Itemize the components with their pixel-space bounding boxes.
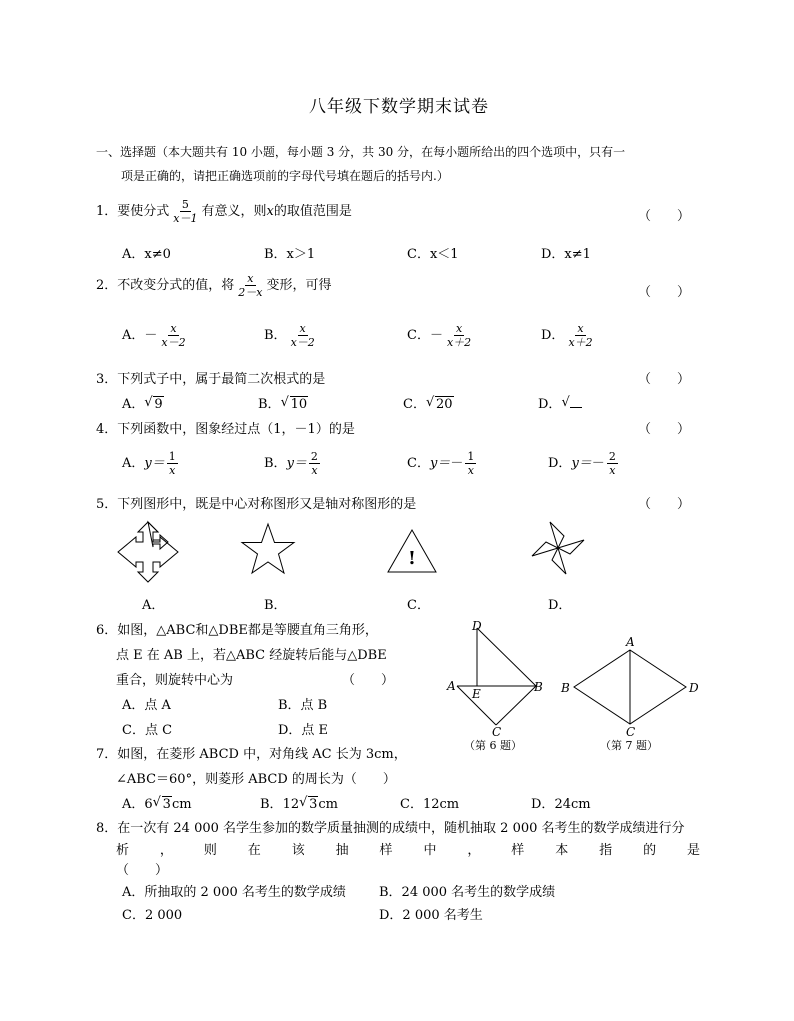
four-arrow-cross-icon[interactable]	[116, 520, 180, 584]
fraction: $\frac{x}{2-x}$	[238, 272, 263, 299]
question-3: 3．下列式子中，属于最简二次根式的是	[96, 372, 326, 387]
q2-option-d[interactable]: D． $\frac{x}{x+2}$	[541, 322, 593, 349]
label-b: B	[534, 680, 543, 694]
q1-option-d[interactable]: D．x≠1	[541, 247, 591, 262]
question-2: 2．不改变分式的值，将 $\frac{x}{2-x}$ 变形，可得	[96, 272, 332, 299]
q6-option-d[interactable]: D．点 E	[278, 723, 329, 738]
q3-option-a[interactable]: A．√ 9	[122, 393, 164, 412]
answer-bracket-4[interactable]: （ ）	[638, 422, 691, 437]
question-7-line1: 7．如图，在菱形 ABCD 中，对角线 AC 长为 3cm，	[96, 747, 407, 762]
q6-option-b[interactable]: B．点 B	[278, 698, 328, 713]
label-c: C	[626, 725, 636, 739]
q2-option-a[interactable]: A．－ $\frac{x}{x-2}$	[122, 322, 186, 349]
question-6-line2: 点 E 在 AB 上，若△ABC 经旋转后能与△DBE	[116, 648, 387, 663]
question-7-line2: ∠ABC＝60°，则菱形 ABCD 的周长为（ ）	[116, 772, 396, 787]
q2-option-c[interactable]: C．－ $\frac{x}{x+2}$	[407, 322, 472, 349]
question-1: 1．要使分式 $\frac{5}{x-1}$ 有意义，则x的取值范围是	[96, 198, 352, 225]
q2-option-b[interactable]: B． $\frac{x}{x-2}$	[264, 322, 315, 349]
answer-bracket-5[interactable]: （ ）	[638, 497, 691, 512]
q6-option-c[interactable]: C．点 C	[122, 723, 173, 738]
label-b: B	[561, 681, 570, 695]
warning-triangle-icon[interactable]	[386, 528, 438, 574]
question-6-line3: 重合，则旋转中心为	[116, 673, 234, 688]
q3-option-b[interactable]: B．√ 10	[258, 393, 308, 412]
q7-option-b[interactable]: B．12√ 3cm	[260, 793, 338, 812]
q5-option-d[interactable]: D．	[548, 598, 572, 613]
q4-option-c[interactable]: C．y＝－ $\frac{1}{x}$	[407, 450, 475, 477]
answer-bracket-6[interactable]: （ ）	[342, 673, 395, 688]
figure-q7	[556, 630, 706, 752]
question-8-line2: 析 ， 则 在 该 抽 样 中 ， 样 本 指 的 是	[116, 843, 700, 858]
answer-bracket-3[interactable]: （ ）	[638, 372, 691, 387]
fraction: $\frac{5}{x-1}$	[173, 198, 198, 225]
q1-option-b[interactable]: B．x＞1	[264, 247, 316, 262]
q3-option-c[interactable]: C．√ 20	[403, 393, 454, 412]
q3-option-d[interactable]: D．√	[538, 393, 582, 412]
label-d: D	[689, 681, 699, 695]
answer-bracket-1[interactable]: （ ）	[638, 209, 691, 224]
q8-option-a[interactable]: A．所抽取的 2 000 名考生的数学成绩	[122, 885, 346, 900]
figure-7-caption: （第 7 题）	[600, 739, 658, 752]
question-8-line1: 8．在一次有 24 000 名学生参加的数学质量抽测的成绩中，随机抽取 2 000 名考生的数学成绩进行分	[96, 821, 685, 836]
label-c: C	[492, 725, 502, 739]
question-5: 5．下列图形中，既是中心对称图形又是轴对称图形的是	[96, 497, 417, 512]
label-d: D	[472, 619, 482, 633]
pinwheel-icon[interactable]	[528, 518, 588, 578]
figure-q6	[440, 618, 550, 750]
warning-exclamation: !	[408, 548, 416, 569]
figure-6-caption: （第 6 题）	[464, 739, 522, 752]
q8-option-b[interactable]: B．24 000 名考生的数学成绩	[379, 885, 556, 900]
five-point-star-icon[interactable]	[240, 522, 296, 576]
q4-option-d[interactable]: D．y＝－ $\frac{2}{x}$	[548, 450, 616, 477]
section-instructions-line1: 一、选择题（本大题共有 10 小题，每小题 3 分，共 30 分，在每小题所给出的四个选项中，只有一	[96, 145, 626, 159]
answer-bracket-8[interactable]: （ ）	[116, 863, 169, 878]
answer-bracket-2[interactable]: （ ）	[638, 285, 691, 300]
q1-option-c[interactable]: C．x＜1	[407, 247, 459, 262]
label-a: A	[447, 679, 456, 693]
q7-option-d[interactable]: D．24cm	[531, 797, 591, 812]
q1-option-a[interactable]: A．x≠0	[122, 247, 171, 262]
question-4: 4．下列函数中，图象经过点（1，－1）的是	[96, 422, 355, 437]
q5-option-a[interactable]: A．	[142, 598, 165, 613]
page-title: 八年级下数学期末试卷	[309, 97, 489, 117]
q5-option-b[interactable]: B．	[264, 598, 287, 613]
q6-option-a[interactable]: A．点 A	[122, 698, 171, 713]
q4-option-a[interactable]: A．y＝ $\frac{1}{x}$	[122, 450, 176, 477]
q8-option-d[interactable]: D．2 000 名考生	[379, 908, 483, 923]
q8-option-c[interactable]: C．2 000	[122, 908, 183, 923]
q4-option-b[interactable]: B．y＝ $\frac{2}{x}$	[264, 450, 318, 477]
question-6-line1: 6．如图，△ABC和△DBE都是等腰直角三角形，	[96, 623, 378, 638]
section-instructions-line2: 项是正确的，请把正确选项前的字母代号填在题后的括号内.）	[121, 169, 449, 183]
label-e: E	[472, 687, 481, 701]
q7-option-c[interactable]: C．12cm	[400, 797, 460, 812]
label-a: A	[626, 635, 635, 649]
q5-option-c[interactable]: C．	[407, 598, 430, 613]
q7-option-a[interactable]: A．6√ 3cm	[122, 793, 192, 812]
